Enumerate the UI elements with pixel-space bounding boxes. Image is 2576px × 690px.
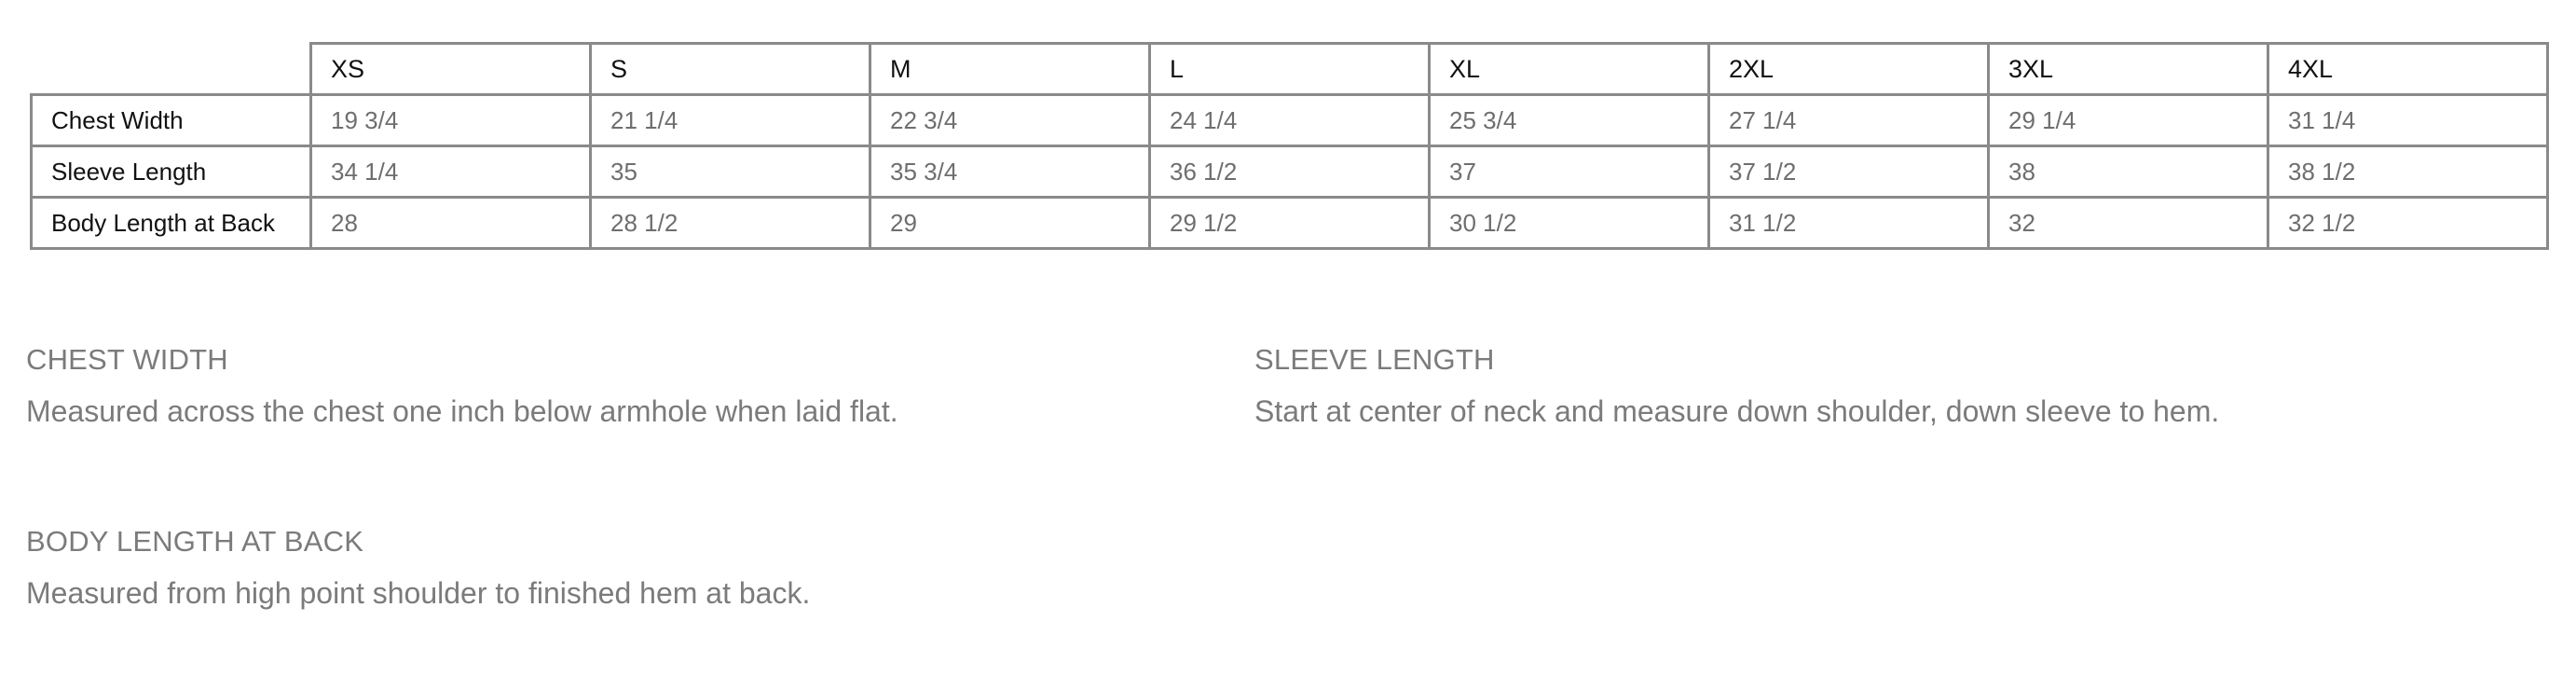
body-length-3xl: 32 (1989, 198, 2268, 249)
sleeve-length-xs: 34 1/4 (311, 146, 591, 198)
table-row-chest-width (32, 95, 2548, 146)
sleeve-length-s: 35 (591, 146, 870, 198)
sleeve-length-xl: 37 (1430, 146, 1709, 198)
row-label-chest-width: Chest Width (32, 95, 311, 146)
header-corner-cell (32, 44, 311, 95)
size-chart-table (30, 42, 2549, 250)
sleeve-length-description: Start at center of neck and measure down shoulder, down sleeve to hem. (1254, 394, 2220, 428)
body-length-description: Measured from high point shoulder to finished hem at back. (26, 576, 811, 610)
chest-width-m: 22 3/4 (870, 95, 1150, 146)
sleeve-length-l: 36 1/2 (1150, 146, 1430, 198)
size-header-row (32, 44, 2548, 95)
size-header-2xl: 2XL (1709, 44, 1989, 95)
chest-width-xl: 25 3/4 (1430, 95, 1709, 146)
body-length-heading: BODY LENGTH AT BACK (26, 525, 364, 558)
chest-width-3xl: 29 1/4 (1989, 95, 2268, 146)
body-length-m: 29 (870, 198, 1150, 249)
size-header-4xl: 4XL (2268, 44, 2548, 95)
size-header-l: L (1150, 44, 1430, 95)
table-row-body-length (32, 198, 2548, 249)
row-label-sleeve-length: Sleeve Length (32, 146, 311, 198)
sleeve-length-3xl: 38 (1989, 146, 2268, 198)
chest-width-l: 24 1/4 (1150, 95, 1430, 146)
size-header-m: M (870, 44, 1150, 95)
chest-width-xs: 19 3/4 (311, 95, 591, 146)
size-header-xs: XS (311, 44, 591, 95)
body-length-xs: 28 (311, 198, 591, 249)
body-length-4xl: 32 1/2 (2268, 198, 2548, 249)
size-header-xl: XL (1430, 44, 1709, 95)
sleeve-length-heading: SLEEVE LENGTH (1254, 343, 1495, 376)
row-label-body-length: Body Length at Back (32, 198, 311, 249)
sleeve-length-info (1254, 345, 2373, 426)
sleeve-length-2xl: 37 1/2 (1709, 146, 1989, 198)
table-row-sleeve-length (32, 146, 2548, 198)
body-length-xl: 30 1/2 (1430, 198, 1709, 249)
chest-width-2xl: 27 1/4 (1709, 95, 1989, 146)
chest-width-heading: CHEST WIDTH (26, 343, 228, 376)
sleeve-length-m: 35 3/4 (870, 146, 1150, 198)
body-length-2xl: 31 1/2 (1709, 198, 1989, 249)
size-header-s: S (591, 44, 870, 95)
sleeve-length-4xl: 38 1/2 (2268, 146, 2548, 198)
chest-width-info (26, 345, 1144, 426)
chest-width-s: 21 1/4 (591, 95, 870, 146)
size-header-3xl: 3XL (1989, 44, 2268, 95)
body-length-l: 29 1/2 (1150, 198, 1430, 249)
chest-width-description: Measured across the chest one inch below armhole when laid flat. (26, 394, 898, 428)
chest-width-4xl: 31 1/4 (2268, 95, 2548, 146)
body-length-info (26, 527, 1144, 608)
body-length-s: 28 1/2 (591, 198, 870, 249)
